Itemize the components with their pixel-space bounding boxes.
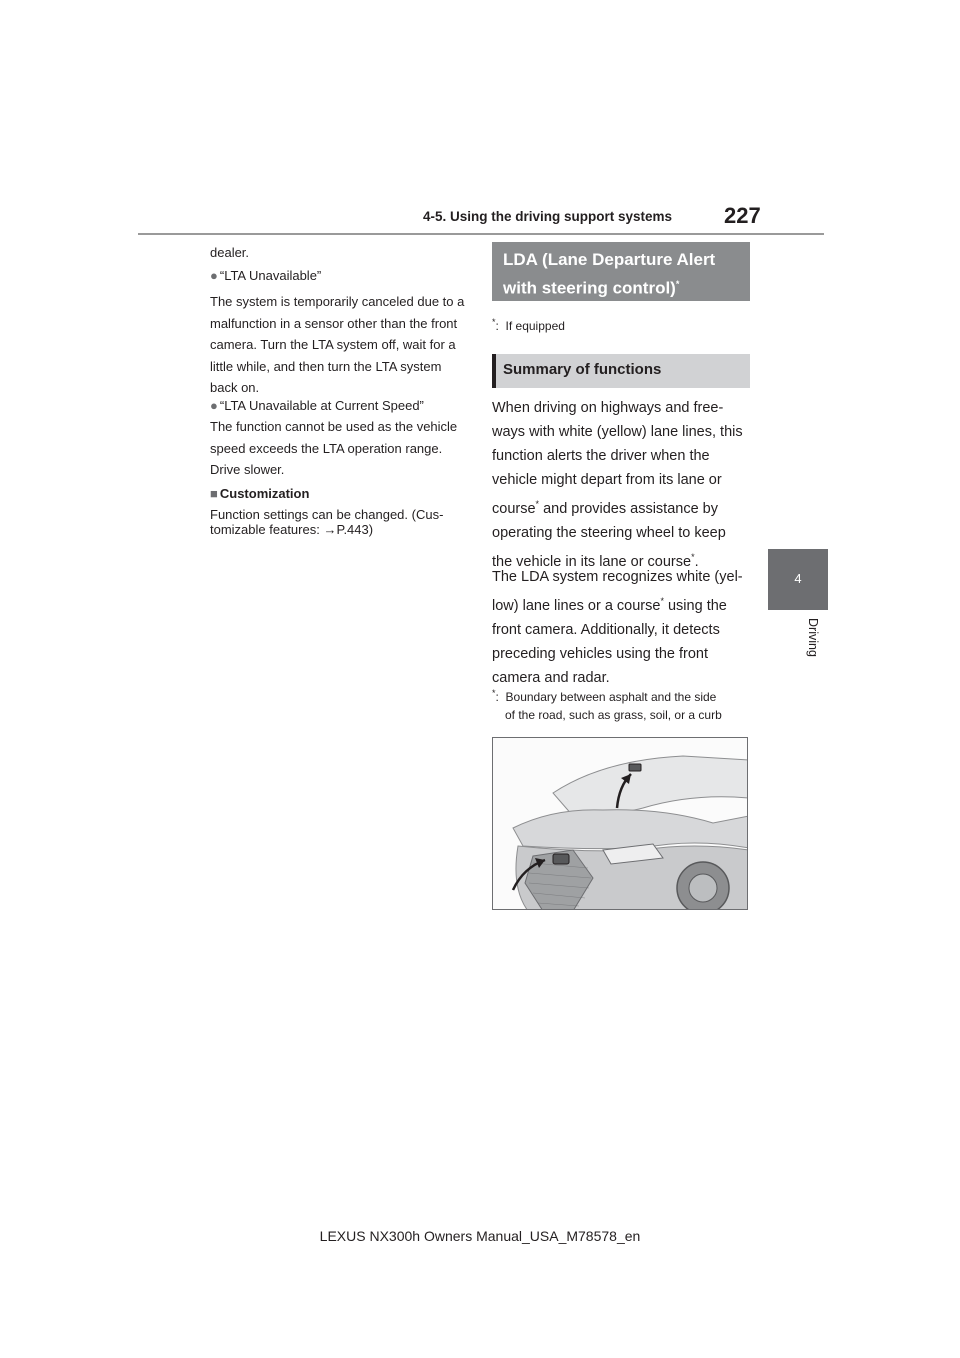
footnote-line: of the road, such as grass, soil, or a curb (505, 708, 722, 722)
asterisk-mark: * (492, 688, 496, 698)
item1-title: “LTA Unavailable” (219, 268, 322, 283)
paragraph-line: course (492, 500, 536, 517)
item2-title: “LTA Unavailable at Current Speed” (219, 398, 424, 413)
paragraph-line-wrap: the vehicle in its lane or course*. (492, 551, 699, 570)
paragraph-line: front camera. Additionally, it detects (492, 621, 720, 638)
lda-title-line1: LDA (Lane Departure Alert (503, 250, 716, 269)
asterisk-mark: * (492, 317, 496, 327)
bullet-icon: ● (210, 268, 218, 283)
paragraph-line: low) lane lines or a course (492, 597, 661, 614)
customization-line: Function settings can be changed. (Cus- (210, 507, 444, 522)
summary-paragraph-1 (492, 396, 754, 574)
chapter-number: 4 (794, 571, 802, 586)
lda-title-line2: with steering control) (503, 278, 676, 298)
paragraph-line: operating the steering wheel to keep (492, 524, 726, 541)
paragraph-line: function alerts the driver when the (492, 448, 710, 464)
summary-heading: Summary of functions (503, 361, 662, 378)
item1-body (210, 291, 470, 399)
header-divider (138, 233, 824, 235)
customization-line: tomizable features: (210, 522, 324, 537)
item2-line: The function cannot be used as the vehicle (210, 419, 458, 434)
chapter-label: Driving (806, 618, 820, 657)
asterisk-mark: * (675, 279, 680, 289)
summary-paragraph-2 (492, 565, 754, 690)
customization-body (210, 507, 470, 537)
paragraph-line: the vehicle in its lane or course (492, 553, 692, 570)
item2-heading (210, 395, 424, 417)
item1-heading (210, 265, 321, 287)
item1-line: malfunction in a sensor other than the front (210, 315, 458, 331)
equipped-note-text: If equipped (505, 319, 565, 333)
item2-line: speed exceeds the LTA operation range. (210, 440, 443, 456)
paragraph-line: vehicle might depart from its lane or (492, 472, 722, 488)
customization-heading (210, 483, 309, 505)
equipped-note: *: If equipped (492, 317, 565, 333)
item1-line: little while, and then turn the LTA system (210, 358, 442, 374)
square-bullet-icon: ■ (210, 486, 218, 501)
bullet-icon: ● (210, 398, 218, 413)
asterisk-mark: * (535, 499, 540, 509)
car-front-icon (493, 738, 748, 910)
section-title: 4-5. Using the driving support systems (423, 209, 673, 224)
paragraph-line-wrap (492, 492, 754, 521)
asterisk-mark: * (660, 596, 664, 606)
item1-line: back on. (210, 380, 260, 395)
paragraph-line: and provides assistance by (539, 500, 718, 517)
course-footnote (492, 684, 754, 724)
item2-line: Drive slower. (210, 462, 285, 477)
page-number: 227 (724, 203, 761, 228)
item1-line: camera. Turn the LTA system off, wait for a (210, 337, 456, 352)
lda-title-line2-wrap (503, 272, 747, 301)
paragraph-line-wrap (492, 589, 754, 618)
lda-title (503, 248, 747, 301)
item1-line: The system is temporarily canceled due to a (210, 294, 465, 309)
item2-body (210, 416, 470, 481)
manual-footer: LEXUS NX300h Owners Manual_USA_M78578_en (319, 1228, 641, 1244)
paragraph-line: camera and radar. (492, 669, 610, 686)
asterisk-mark: * (691, 551, 695, 562)
paragraph-line: using the (663, 597, 727, 614)
arrow-right-icon: → (323, 522, 337, 537)
customization-line-2 (210, 522, 470, 537)
chapter-label-container (766, 618, 830, 668)
page-reference-link[interactable]: P.443) (336, 522, 374, 537)
continued-text: dealer. (210, 245, 250, 260)
paragraph-line: ways with white (yellow) lane lines, this (492, 424, 743, 440)
paragraph-line: The LDA system recognizes white (yel- (492, 569, 743, 585)
footnote-line: Boundary between asphalt and the side (505, 690, 717, 704)
footnote-line-wrap: *: Boundary between asphalt and the side (492, 688, 717, 704)
customization-title: Customization (219, 486, 310, 501)
paragraph-line: When driving on highways and free- (492, 400, 724, 416)
vehicle-sensor-illustration (492, 737, 748, 910)
paragraph-line: preceding vehicles using the front (492, 645, 709, 662)
